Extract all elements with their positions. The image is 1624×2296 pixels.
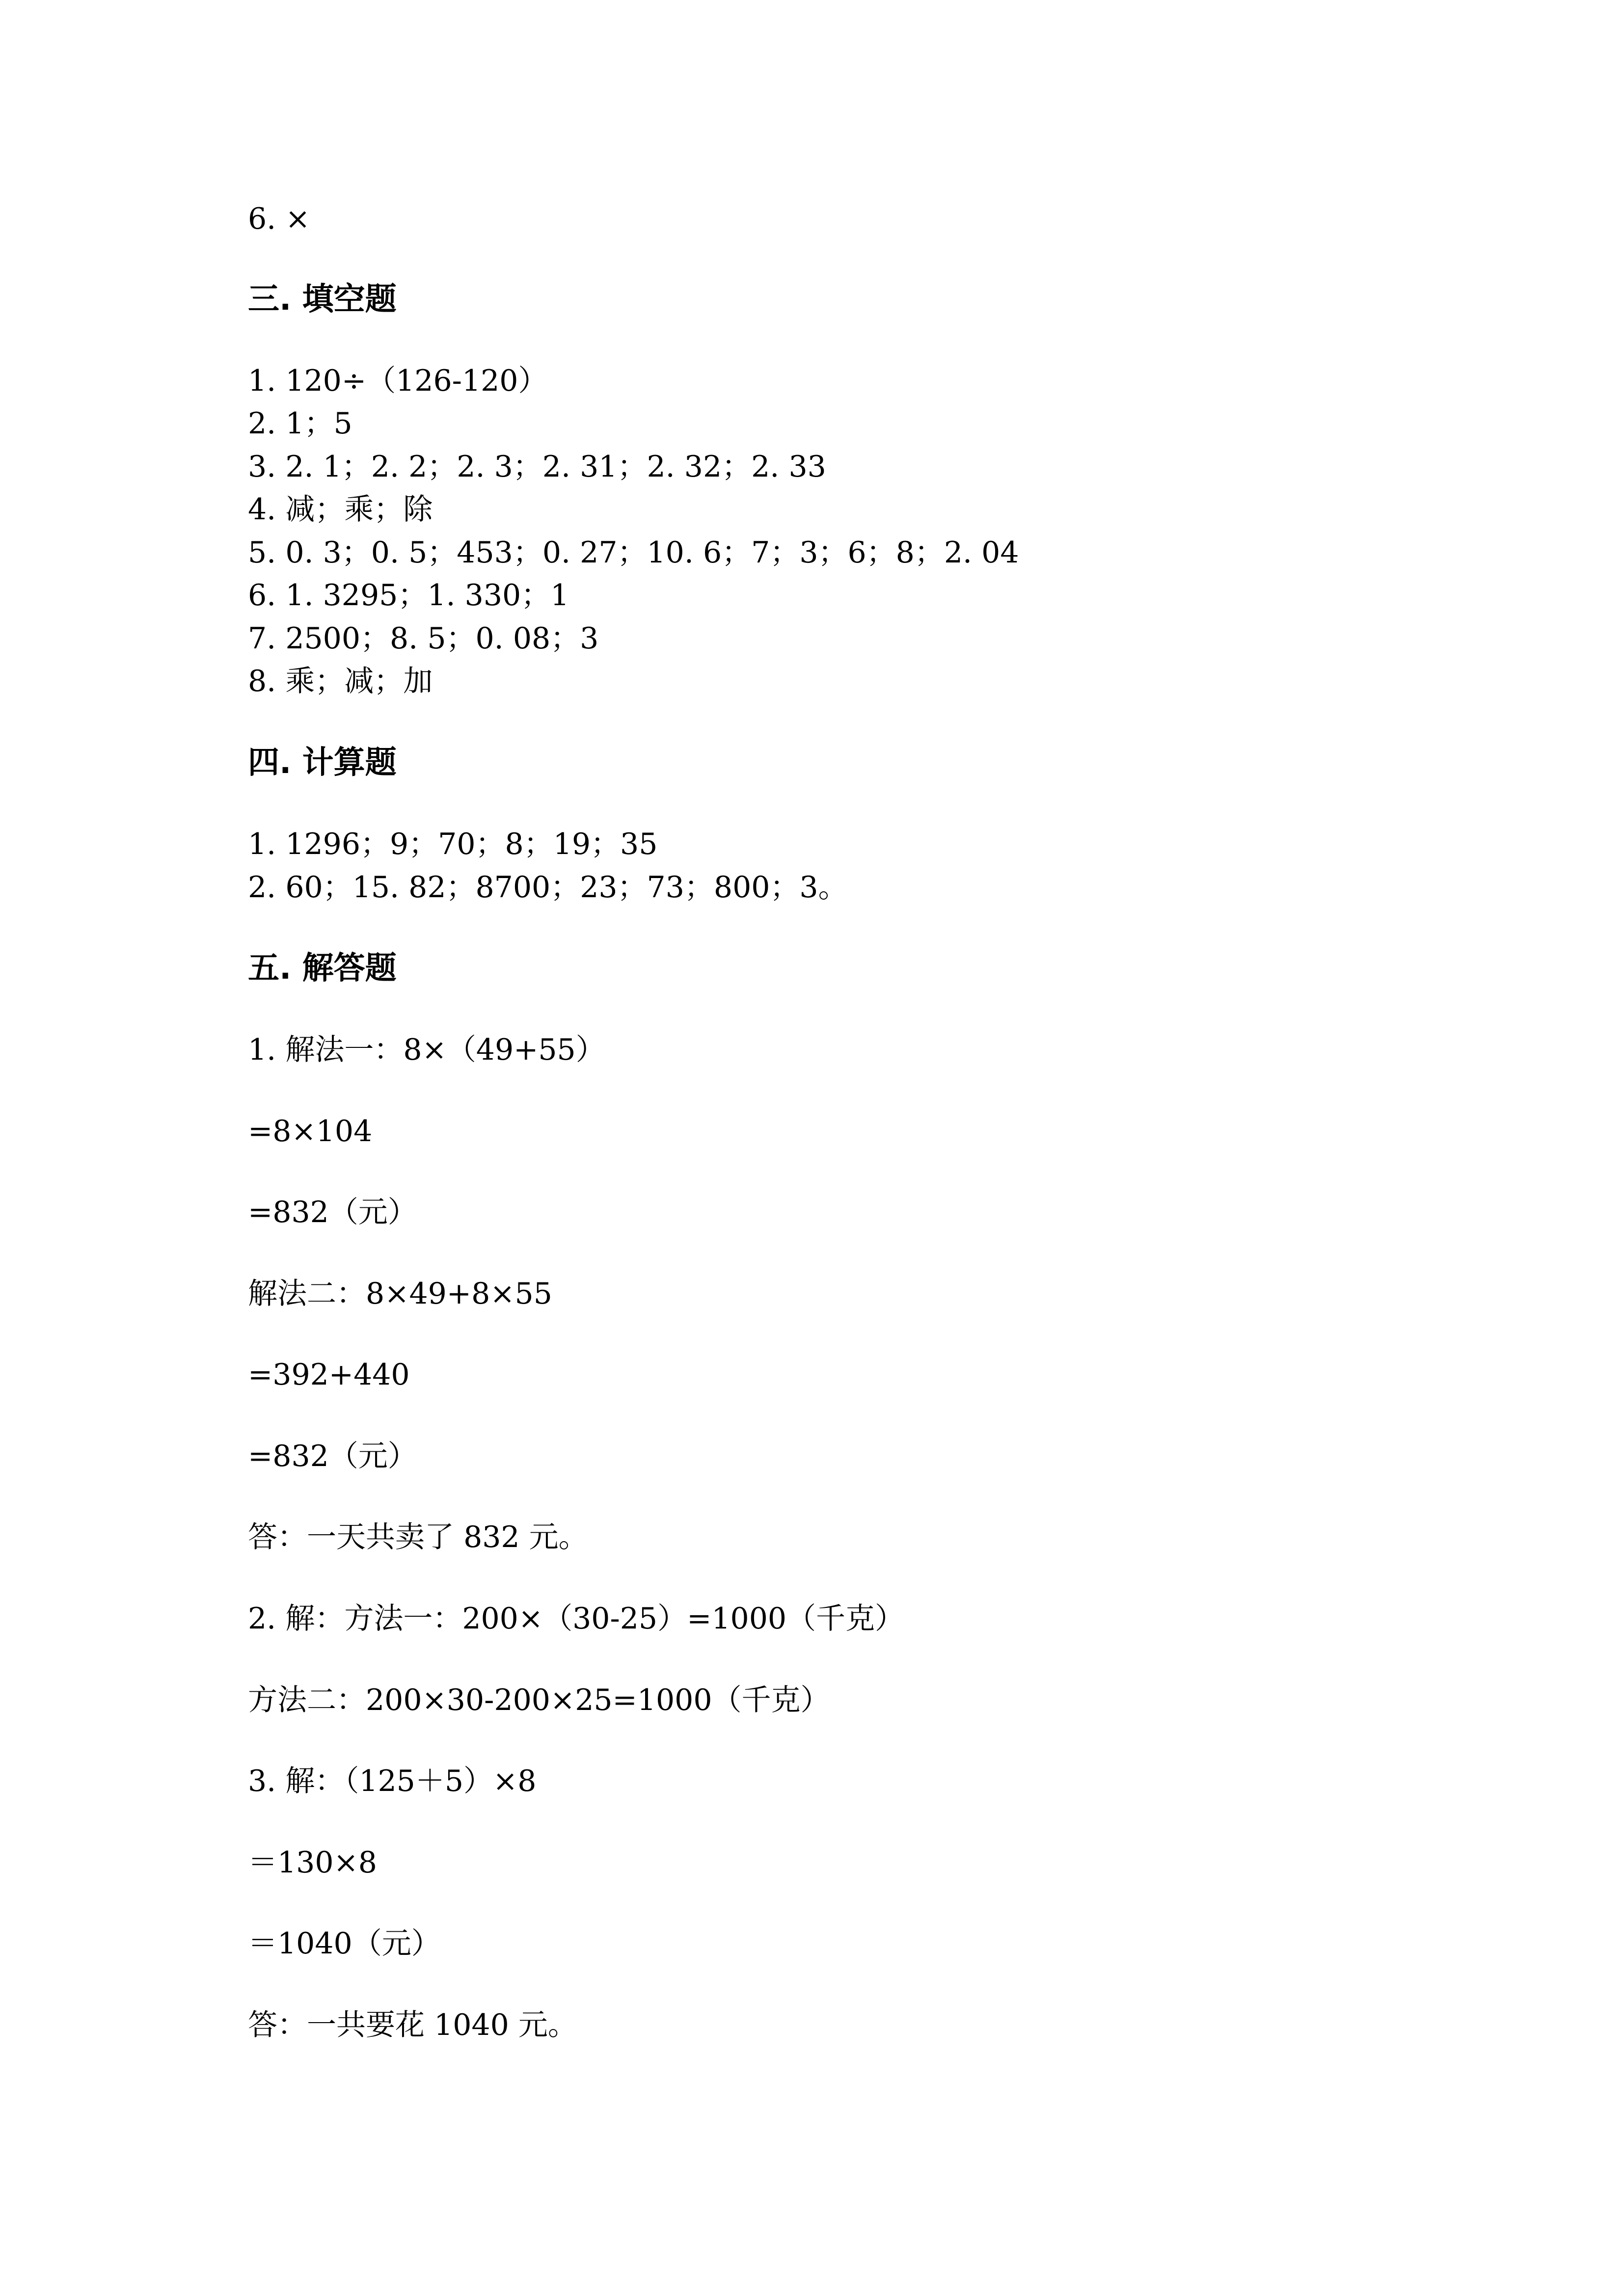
fill-blank-answer-5: 5. 0. 3；0. 5；453；0. 27；10. 6；7；3；6；8；2. 04 xyxy=(248,535,1019,570)
fill-blank-answer-7: 7. 2500；8. 5；0. 08；3 xyxy=(248,621,599,656)
solution-line: ＝1040（元） xyxy=(248,1926,441,1961)
section-heading-calculation: 四. 计算题 xyxy=(248,745,397,781)
solution-line: 3. 解：（125＋5）×8 xyxy=(248,1764,537,1798)
fill-blank-answer-3: 3. 2. 1；2. 2；2. 3；2. 31；2. 32；2. 33 xyxy=(248,450,826,484)
fill-blank-answer-1: 1. 120÷（126-120） xyxy=(248,364,548,398)
solution-line: 1. 解法一：8×（49+55） xyxy=(248,1033,605,1067)
fill-blank-answer-6: 6. 1. 3295；1. 330；1 xyxy=(248,578,569,613)
solution-line: =832（元） xyxy=(248,1439,417,1473)
solution-line: 解法二：8×49+8×55 xyxy=(248,1277,552,1311)
fill-blank-answer-8: 8. 乘；减；加 xyxy=(248,664,433,698)
solution-line: 方法二：200×30-200×25=1000（千克） xyxy=(248,1683,830,1717)
section-heading-fill-blank: 三. 填空题 xyxy=(248,281,397,318)
solution-line: =392+440 xyxy=(248,1358,410,1392)
answer-6-judge: 6. × xyxy=(248,202,310,236)
calculation-answer-2: 2. 60；15. 82；8700；23；73；800；3。 xyxy=(248,870,848,905)
solution-line: =832（元） xyxy=(248,1195,417,1229)
solution-answer-3: 答：一共要花 1040 元。 xyxy=(248,2008,577,2042)
solution-line: ＝130×8 xyxy=(248,1845,377,1880)
calculation-answer-1: 1. 1296；9；70；8；19；35 xyxy=(248,827,658,861)
fill-blank-answer-2: 2. 1；5 xyxy=(248,406,352,441)
solution-line: =8×104 xyxy=(248,1114,373,1148)
solution-line: 2. 解：方法一：200×（30-25）=1000（千克） xyxy=(248,1602,905,1636)
section-heading-solution: 五. 解答题 xyxy=(248,950,397,987)
solution-answer-1: 答：一天共卖了 832 元。 xyxy=(248,1520,588,1554)
fill-blank-answer-4: 4. 减；乘；除 xyxy=(248,492,433,527)
